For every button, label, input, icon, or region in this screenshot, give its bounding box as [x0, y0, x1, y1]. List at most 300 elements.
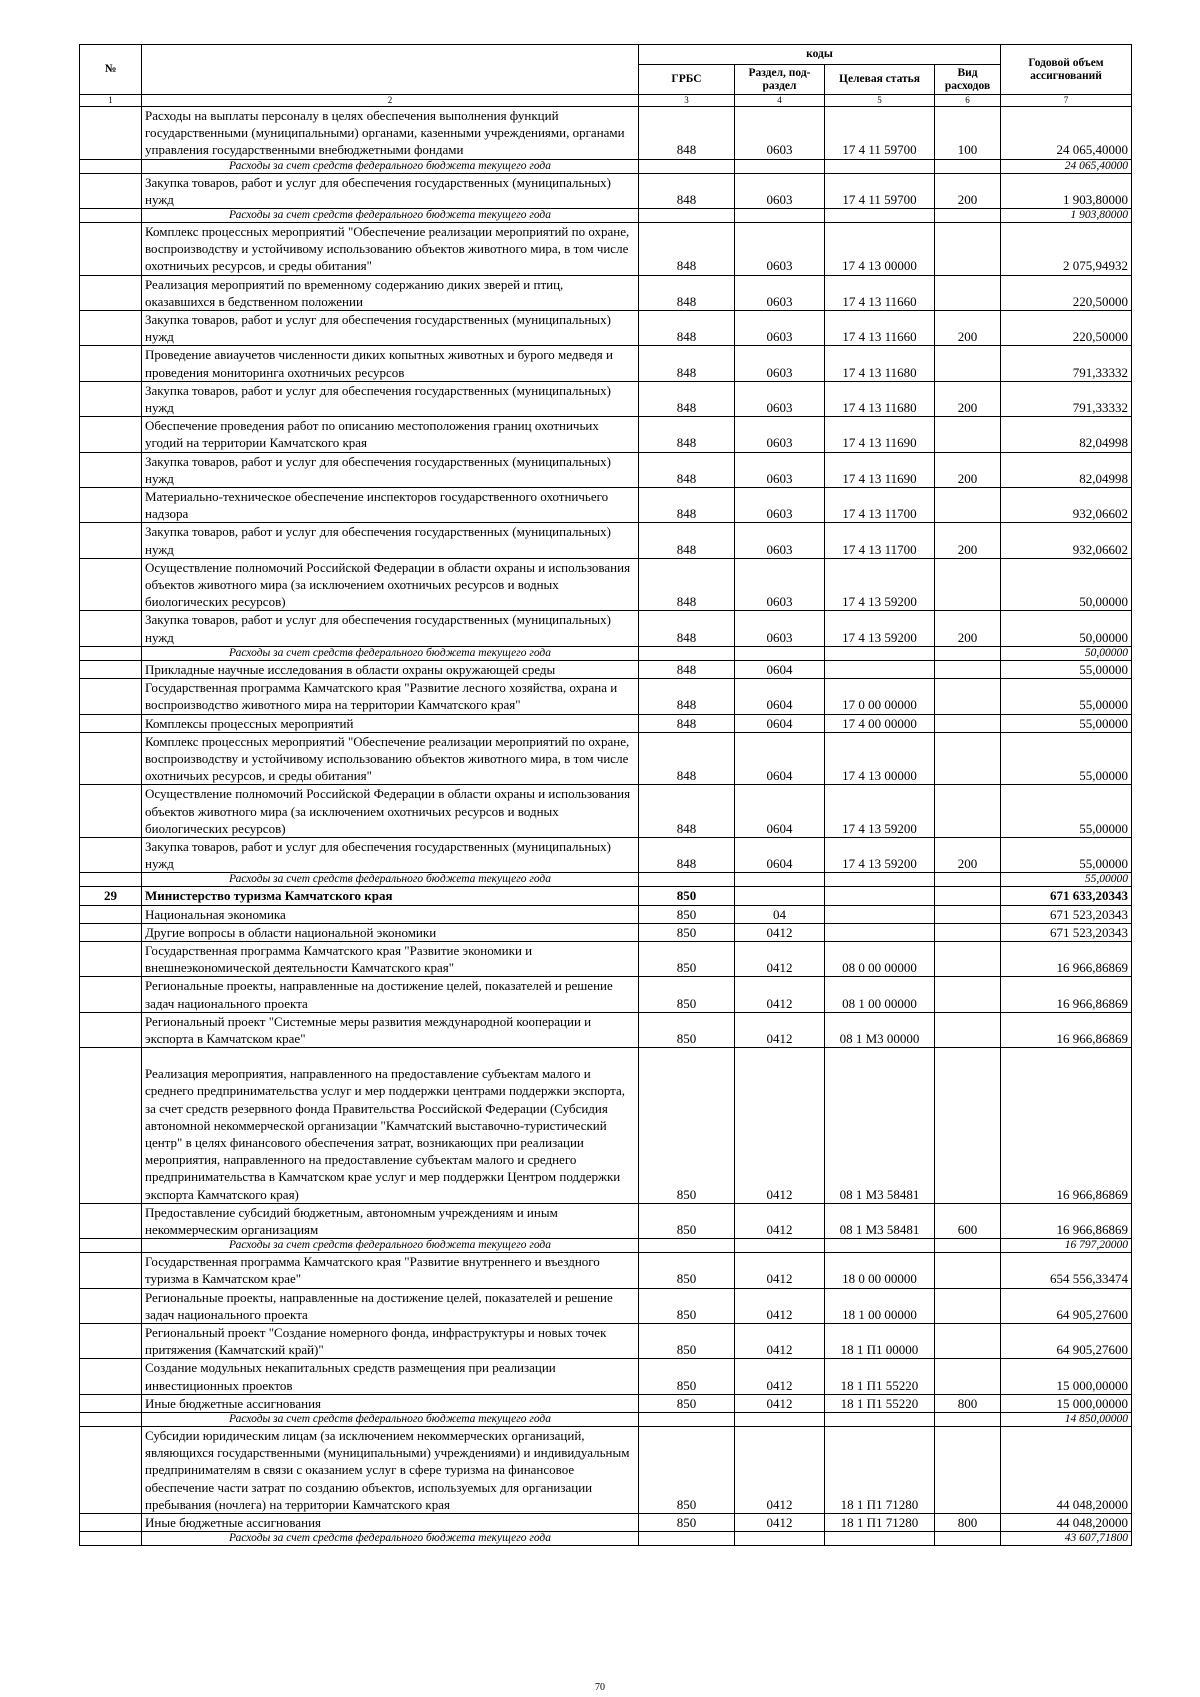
row-name: Национальная экономика [142, 905, 639, 923]
table-row [80, 1203, 1132, 1238]
row-razdel: 0412 [735, 1324, 825, 1359]
row-grbs: 848 [639, 275, 735, 310]
row-no [80, 873, 142, 887]
row-celevaya: 17 4 13 11690 [825, 417, 935, 452]
row-no [80, 346, 142, 381]
row-vid: 200 [935, 611, 1001, 646]
row-celevaya [825, 660, 935, 678]
row-razdel: 04 [735, 905, 825, 923]
row-grbs: 850 [639, 1288, 735, 1323]
row-no [80, 173, 142, 208]
row-vid: 200 [935, 523, 1001, 558]
row-sum: 16 966,86869 [1001, 1048, 1132, 1204]
row-sum: 55,00000 [1001, 732, 1132, 785]
row-name: Расходы за счет средств федерального бюджета текущего года [142, 873, 639, 887]
row-grbs: 850 [639, 1324, 735, 1359]
row-no [80, 1394, 142, 1412]
table-row [80, 275, 1132, 310]
row-grbs: 848 [639, 679, 735, 714]
row-grbs [639, 873, 735, 887]
row-celevaya: 17 0 00 00000 [825, 679, 935, 714]
row-sum: 55,00000 [1001, 660, 1132, 678]
row-sum: 55,00000 [1001, 873, 1132, 887]
row-razdel: 0603 [735, 611, 825, 646]
row-no [80, 1012, 142, 1047]
row-no [80, 732, 142, 785]
row-vid [935, 1288, 1001, 1323]
row-grbs: 850 [639, 1012, 735, 1047]
row-name: Закупка товаров, работ и услуг для обеспечения государственных (муниципальных) нужд [142, 173, 639, 208]
row-vid [935, 785, 1001, 838]
row-name: Другие вопросы в области национальной экономики [142, 923, 639, 941]
row-name: Материально-техническое обеспечение инспекторов государственного охотничьего надзора [142, 488, 639, 523]
row-grbs: 848 [639, 837, 735, 872]
row-razdel: 0604 [735, 660, 825, 678]
row-name: Иные бюджетные ассигнования [142, 1514, 639, 1532]
row-no [80, 1324, 142, 1359]
row-name: Расходы за счет средств федерального бюджета текущего года [142, 1413, 639, 1427]
row-celevaya [825, 1532, 935, 1546]
row-no [80, 646, 142, 660]
row-razdel: 0603 [735, 173, 825, 208]
row-no [80, 679, 142, 714]
row-name: Предоставление субсидий бюджетным, автономным учреждениям и иным некоммерческим организациям [142, 1203, 639, 1238]
row-name: Закупка товаров, работ и услуг для обеспечения государственных (муниципальных) нужд [142, 452, 639, 487]
row-grbs [639, 1413, 735, 1427]
row-vid [935, 488, 1001, 523]
table-row [80, 732, 1132, 785]
row-razdel: 0412 [735, 1253, 825, 1288]
row-no [80, 311, 142, 346]
row-sum: 932,06602 [1001, 488, 1132, 523]
row-no [80, 1253, 142, 1288]
row-razdel: 0412 [735, 1359, 825, 1394]
federal-budget-row [80, 209, 1132, 223]
row-name: Комплекс процессных мероприятий "Обеспечение реализации мероприятий по охране, воспроизводству и устойчивому использованию объектов животного мира, в том числе охотничьих ресурсов, и среды обитания" [142, 732, 639, 785]
row-celevaya: 17 4 13 59200 [825, 785, 935, 838]
row-celevaya: 08 0 00 00000 [825, 941, 935, 976]
federal-budget-row [80, 646, 1132, 660]
row-grbs: 850 [639, 977, 735, 1012]
row-vid [935, 1413, 1001, 1427]
row-no [80, 660, 142, 678]
table-row [80, 977, 1132, 1012]
row-name: Создание модульных некапитальных средств размещения при реализации инвестиционных проектов [142, 1359, 639, 1394]
row-no [80, 714, 142, 732]
row-vid [935, 732, 1001, 785]
row-grbs: 850 [639, 941, 735, 976]
row-celevaya [825, 159, 935, 173]
row-name: Расходы на выплаты персоналу в целях обеспечения выполнения функций государственными (муниципальными) органами, казенными учреждениями, органами управления государственными внебюджетными фондами [142, 107, 639, 160]
row-no [80, 488, 142, 523]
row-no [80, 611, 142, 646]
table-row [80, 923, 1132, 941]
row-vid: 200 [935, 311, 1001, 346]
row-no [80, 159, 142, 173]
row-grbs: 848 [639, 223, 735, 276]
row-name: Комплекс процессных мероприятий "Обеспечение реализации мероприятий по охране, воспроизводству и устойчивому использованию объектов животного мира, в том числе охотничьих ресурсов, и среды обитания" [142, 223, 639, 276]
header-num-3: 3 [639, 95, 735, 107]
row-vid: 800 [935, 1514, 1001, 1532]
row-razdel: 0603 [735, 381, 825, 416]
row-razdel [735, 1532, 825, 1546]
table-row [80, 1288, 1132, 1323]
federal-budget-row [80, 1239, 1132, 1253]
table-row [80, 311, 1132, 346]
row-vid [935, 714, 1001, 732]
table-row [80, 611, 1132, 646]
row-celevaya: 18 1 П1 71280 [825, 1427, 935, 1514]
row-name: Расходы за счет средств федерального бюджета текущего года [142, 159, 639, 173]
row-sum: 44 048,20000 [1001, 1427, 1132, 1514]
table-row [80, 381, 1132, 416]
row-razdel: 0604 [735, 679, 825, 714]
row-razdel [735, 887, 825, 905]
table-row [80, 660, 1132, 678]
row-vid [935, 1048, 1001, 1204]
table-row [80, 941, 1132, 976]
row-grbs: 848 [639, 107, 735, 160]
header-num-1: 1 [80, 95, 142, 107]
row-celevaya: 17 4 13 11690 [825, 452, 935, 487]
row-celevaya: 18 1 П1 00000 [825, 1324, 935, 1359]
row-vid [935, 941, 1001, 976]
row-sum: 1 903,80000 [1001, 173, 1132, 208]
row-vid [935, 923, 1001, 941]
row-sum: 43 607,71800 [1001, 1532, 1132, 1546]
row-sum: 64 905,27600 [1001, 1324, 1132, 1359]
row-no [80, 1413, 142, 1427]
row-celevaya: 17 4 11 59700 [825, 173, 935, 208]
table-row [80, 1012, 1132, 1047]
row-grbs: 848 [639, 488, 735, 523]
row-razdel: 0412 [735, 1012, 825, 1047]
row-grbs: 850 [639, 1394, 735, 1412]
row-vid [935, 346, 1001, 381]
row-vid [935, 159, 1001, 173]
row-name: Осуществление полномочий Российской Федерации в области охраны и использования объектов животного мира (за исключением охотничьих ресурсов и водных биологических ресурсов) [142, 558, 639, 611]
row-celevaya: 17 4 13 59200 [825, 558, 935, 611]
row-name: Закупка товаров, работ и услуг для обеспечения государственных (муниципальных) нужд [142, 381, 639, 416]
row-no [80, 1203, 142, 1238]
row-vid: 100 [935, 107, 1001, 160]
header-number-row [80, 95, 1132, 107]
row-name: Региональный проект "Системные меры развития международной кооперации и экспорта в Камчатском крае" [142, 1012, 639, 1047]
row-vid: 200 [935, 381, 1001, 416]
row-celevaya: 17 4 13 11660 [825, 311, 935, 346]
row-name: Региональные проекты, направленные на достижение целей, показателей и решение задач национального проекта [142, 1288, 639, 1323]
row-razdel: 0603 [735, 417, 825, 452]
row-no [80, 1288, 142, 1323]
table-row [80, 785, 1132, 838]
budget-table [79, 44, 1132, 1546]
row-sum: 16 966,86869 [1001, 1203, 1132, 1238]
row-grbs: 850 [639, 887, 735, 905]
table-row [80, 1048, 1132, 1204]
row-name: Расходы за счет средств федерального бюджета текущего года [142, 646, 639, 660]
row-razdel: 0412 [735, 977, 825, 1012]
row-vid [935, 646, 1001, 660]
row-razdel: 0603 [735, 275, 825, 310]
row-celevaya: 08 1 М3 58481 [825, 1203, 935, 1238]
row-razdel [735, 209, 825, 223]
header-num-4: 4 [735, 95, 825, 107]
row-razdel [735, 159, 825, 173]
federal-budget-row [80, 159, 1132, 173]
row-sum: 24 065,40000 [1001, 107, 1132, 160]
row-grbs [639, 646, 735, 660]
row-sum: 16 797,20000 [1001, 1239, 1132, 1253]
row-no [80, 1427, 142, 1514]
row-sum: 220,50000 [1001, 311, 1132, 346]
row-no [80, 837, 142, 872]
row-sum: 220,50000 [1001, 275, 1132, 310]
row-name: Региональные проекты, направленные на достижение целей, показателей и решение задач национального проекта [142, 977, 639, 1012]
row-name: Обеспечение проведения работ по описанию местоположения границ охотничьих угодий на территории Камчатского края [142, 417, 639, 452]
row-grbs [639, 1239, 735, 1253]
table-row [80, 679, 1132, 714]
row-sum: 2 075,94932 [1001, 223, 1132, 276]
header-num-5: 5 [825, 95, 935, 107]
federal-budget-row [80, 873, 1132, 887]
row-razdel: 0412 [735, 1048, 825, 1204]
row-celevaya [825, 887, 935, 905]
row-razdel: 0603 [735, 107, 825, 160]
row-no [80, 275, 142, 310]
table-row [80, 107, 1132, 160]
row-sum: 50,00000 [1001, 646, 1132, 660]
row-name: Проведение авиаучетов численности диких копытных животных и бурого медведя и проведения мониторинга охотничьих ресурсов [142, 346, 639, 381]
row-sum: 82,04998 [1001, 452, 1132, 487]
table-row [80, 417, 1132, 452]
row-razdel: 0603 [735, 223, 825, 276]
row-vid [935, 977, 1001, 1012]
row-grbs: 848 [639, 611, 735, 646]
row-vid [935, 660, 1001, 678]
row-razdel: 0412 [735, 1514, 825, 1532]
header-razdel: Раздел, под-раздел [735, 65, 825, 95]
row-razdel: 0603 [735, 558, 825, 611]
row-vid [935, 209, 1001, 223]
row-sum: 64 905,27600 [1001, 1288, 1132, 1323]
row-name: Осуществление полномочий Российской Федерации в области охраны и использования объектов животного мира (за исключением охотничьих ресурсов и водных биологических ресурсов) [142, 785, 639, 838]
row-grbs: 848 [639, 417, 735, 452]
row-name: Иные бюджетные ассигнования [142, 1394, 639, 1412]
row-celevaya: 18 1 П1 55220 [825, 1359, 935, 1394]
row-vid [935, 558, 1001, 611]
row-celevaya [825, 1413, 935, 1427]
row-razdel: 0603 [735, 452, 825, 487]
row-vid: 600 [935, 1203, 1001, 1238]
row-celevaya [825, 923, 935, 941]
row-grbs: 850 [639, 1253, 735, 1288]
row-sum: 24 065,40000 [1001, 159, 1132, 173]
row-grbs: 850 [639, 905, 735, 923]
row-no [80, 905, 142, 923]
row-name: Закупка товаров, работ и услуг для обеспечения государственных (муниципальных) нужд [142, 523, 639, 558]
row-razdel: 0412 [735, 923, 825, 941]
row-no [80, 1359, 142, 1394]
row-razdel [735, 1239, 825, 1253]
table-row [80, 887, 1132, 905]
row-sum: 15 000,00000 [1001, 1359, 1132, 1394]
row-razdel: 0412 [735, 941, 825, 976]
row-grbs: 848 [639, 558, 735, 611]
row-sum: 50,00000 [1001, 558, 1132, 611]
header-num-2: 2 [142, 95, 639, 107]
row-grbs: 848 [639, 732, 735, 785]
row-name: Расходы за счет средств федерального бюджета текущего года [142, 1239, 639, 1253]
header-name-blank [142, 45, 639, 95]
row-vid [935, 275, 1001, 310]
table-row [80, 488, 1132, 523]
row-grbs: 848 [639, 452, 735, 487]
row-celevaya [825, 1239, 935, 1253]
row-no [80, 785, 142, 838]
row-sum: 50,00000 [1001, 611, 1132, 646]
row-celevaya: 17 4 13 00000 [825, 732, 935, 785]
row-grbs: 848 [639, 714, 735, 732]
table-row [80, 523, 1132, 558]
table-row [80, 837, 1132, 872]
row-sum: 55,00000 [1001, 679, 1132, 714]
row-sum: 55,00000 [1001, 785, 1132, 838]
row-celevaya: 08 1 М3 58481 [825, 1048, 935, 1204]
row-no [80, 452, 142, 487]
row-razdel: 0603 [735, 523, 825, 558]
row-grbs: 848 [639, 523, 735, 558]
row-sum: 1 903,80000 [1001, 209, 1132, 223]
row-vid [935, 679, 1001, 714]
row-celevaya: 17 4 13 11680 [825, 381, 935, 416]
header-no: № [80, 45, 142, 95]
row-razdel: 0603 [735, 488, 825, 523]
row-grbs: 848 [639, 381, 735, 416]
row-vid [935, 417, 1001, 452]
row-sum: 55,00000 [1001, 714, 1132, 732]
page-number: 70 [595, 1682, 605, 1693]
row-no [80, 1532, 142, 1546]
row-name: Прикладные научные исследования в области охраны окружающей среды [142, 660, 639, 678]
row-sum: 44 048,20000 [1001, 1514, 1132, 1532]
row-no: 29 [80, 887, 142, 905]
row-no [80, 209, 142, 223]
row-razdel: 0604 [735, 837, 825, 872]
row-razdel [735, 646, 825, 660]
row-grbs: 848 [639, 785, 735, 838]
table-row [80, 1394, 1132, 1412]
row-celevaya [825, 873, 935, 887]
row-celevaya: 08 1 00 00000 [825, 977, 935, 1012]
table-row [80, 173, 1132, 208]
row-sum: 791,33332 [1001, 346, 1132, 381]
table-row [80, 1427, 1132, 1514]
row-celevaya: 17 4 13 11700 [825, 488, 935, 523]
header-grbs: ГРБС [639, 65, 735, 95]
row-razdel: 0412 [735, 1203, 825, 1238]
table-row [80, 223, 1132, 276]
header-num-6: 6 [935, 95, 1001, 107]
row-grbs [639, 209, 735, 223]
row-celevaya: 08 1 М3 00000 [825, 1012, 935, 1047]
row-vid [935, 1324, 1001, 1359]
row-celevaya: 18 1 П1 55220 [825, 1394, 935, 1412]
row-razdel: 0412 [735, 1394, 825, 1412]
federal-budget-row [80, 1413, 1132, 1427]
row-no [80, 381, 142, 416]
row-name: Расходы за счет средств федерального бюджета текущего года [142, 1532, 639, 1546]
row-name: Министерство туризма Камчатского края [142, 887, 639, 905]
row-vid [935, 1359, 1001, 1394]
table-row [80, 452, 1132, 487]
table-body [80, 107, 1132, 1546]
row-sum: 671 523,20343 [1001, 905, 1132, 923]
row-sum: 671 633,20343 [1001, 887, 1132, 905]
row-sum: 932,06602 [1001, 523, 1132, 558]
table-row [80, 1514, 1132, 1532]
row-celevaya: 17 4 13 11680 [825, 346, 935, 381]
row-no [80, 417, 142, 452]
row-vid: 200 [935, 452, 1001, 487]
row-vid: 200 [935, 173, 1001, 208]
federal-budget-row [80, 1532, 1132, 1546]
row-no [80, 558, 142, 611]
row-grbs [639, 1532, 735, 1546]
budget-sheet [79, 44, 1131, 1546]
row-celevaya: 18 1 П1 71280 [825, 1514, 935, 1532]
row-grbs: 850 [639, 1359, 735, 1394]
row-name: Реализация мероприятия, направленного на предоставление субъектам малого и среднего предпринимательства услуг и мер поддержки центрами поддержки экспорта, за счет средств резервного фонда Правительства Российской Федерации (Субсидия автономной некоммерческой организации "Камчатский выставочно-туристический центр" в целях финансового обеспечения затрат, возникающих при реализации мероприятия, направленного на предоставление субъектам малого и среднего предпринимательства в Камчатском крае услуг и мер поддержки Центром поддержки экспорта Камчатского края) [142, 1048, 639, 1204]
row-name: Закупка товаров, работ и услуг для обеспечения государственных (муниципальных) нужд [142, 611, 639, 646]
row-sum: 55,00000 [1001, 837, 1132, 872]
row-sum: 14 850,00000 [1001, 1413, 1132, 1427]
row-no [80, 1514, 142, 1532]
row-name: Государственная программа Камчатского края "Развитие лесного хозяйства, охрана и воспроизводство животного мира на территории Камчатского края" [142, 679, 639, 714]
row-sum: 16 966,86869 [1001, 941, 1132, 976]
table-row [80, 1253, 1132, 1288]
row-razdel: 0604 [735, 785, 825, 838]
row-grbs: 850 [639, 1427, 735, 1514]
row-sum: 15 000,00000 [1001, 1394, 1132, 1412]
row-vid: 800 [935, 1394, 1001, 1412]
row-vid [935, 873, 1001, 887]
row-razdel: 0604 [735, 714, 825, 732]
row-vid [935, 1532, 1001, 1546]
header-vid: Вид расходов [935, 65, 1001, 95]
row-celevaya: 17 4 13 11700 [825, 523, 935, 558]
row-vid [935, 223, 1001, 276]
table-row [80, 346, 1132, 381]
row-name: Государственная программа Камчатского края "Развитие экономики и внешнеэкономической деятельности Камчатского края" [142, 941, 639, 976]
header-annual: Годовой объем ассигнований [1001, 45, 1132, 95]
row-no [80, 107, 142, 160]
row-vid [935, 1239, 1001, 1253]
row-celevaya [825, 905, 935, 923]
table-row [80, 714, 1132, 732]
row-name: Субсидии юридическим лицам (за исключением некоммерческих организаций, являющихся государственными (муниципальными) учреждениями) и индивидуальным предпринимателям в связи с оказанием услуг в сфере туризма на финансовое обеспечение части затрат по созданию объектов, используемых для организации пребывания (ночлега) на территории Камчатского края [142, 1427, 639, 1514]
row-razdel: 0603 [735, 346, 825, 381]
row-vid [935, 1253, 1001, 1288]
row-celevaya: 17 4 13 59200 [825, 837, 935, 872]
row-razdel: 0412 [735, 1288, 825, 1323]
header-codes: коды [639, 45, 1001, 65]
header-num-7: 7 [1001, 95, 1132, 107]
row-vid [935, 887, 1001, 905]
header-celevaya: Целевая статья [825, 65, 935, 95]
row-name: Региональный проект "Создание номерного фонда, инфраструктуры и новых точек притяжения (Камчатский край)" [142, 1324, 639, 1359]
row-razdel: 0603 [735, 311, 825, 346]
row-grbs: 850 [639, 923, 735, 941]
